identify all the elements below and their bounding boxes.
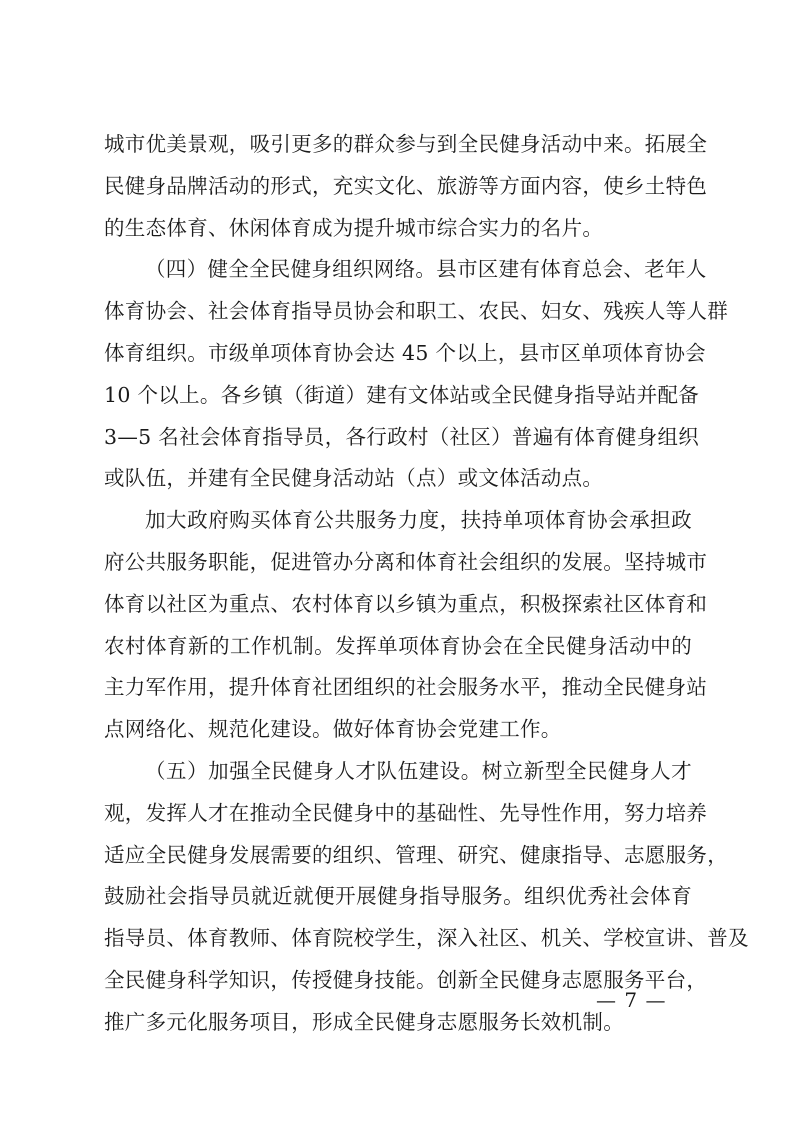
- text-line: 体育以社区为重点、农村体育以乡镇为重点，积极探索社区体育和: [104, 591, 708, 616]
- text-line: 鼓励社会指导员就近就便开展健身指导服务。组织优秀社会体育: [104, 884, 692, 909]
- text-line: 指导员、体育教师、体育院校学生，深入社区、机关、学校宣讲、普及: [104, 926, 749, 951]
- section-heading-line: （四）健全全民健身组织网络。县市区建有体育总会、老年人: [145, 257, 707, 282]
- body-text: [104, 124, 749, 1044]
- text-line: 农村体育新的工作机制。发挥单项体育协会在全民健身活动中的: [104, 633, 692, 658]
- text-line: 民健身品牌活动的形式，充实文化、旅游等方面内容，使乡土特色: [104, 173, 708, 198]
- section-heading-line: （五）加强全民健身人才队伍建设。树立新型全民健身人才: [145, 758, 692, 783]
- text-line: 府公共服务职能，促进管办分离和体育社会组织的发展。坚持城市: [104, 549, 708, 574]
- text-line: 10 个以上。各乡镇（街道）建有文体站或全民健身指导站并配备: [104, 382, 700, 407]
- text-line: 主力军作用，提升体育社团组织的社会服务水平，推动全民健身站: [104, 675, 708, 700]
- text-line: 城市优美景观，吸引更多的群众参与到全民健身活动中来。拓展全: [104, 132, 708, 156]
- text-line: 全民健身科学知识，传授健身技能。创新全民健身志愿服务平台，: [104, 967, 708, 992]
- text-line: 点网络化、规范化建设。做好体育协会党建工作。: [104, 717, 562, 742]
- text-line: 3—5 名社会体育指导员，各行政村（社区）普遍有体育健身组织: [104, 424, 700, 449]
- text-line: 的生态体育、休闲体育成为提升城市综合实力的名片。: [104, 215, 604, 240]
- page-number: — 7 —: [596, 988, 667, 1012]
- text-line: 体育组织。市级单项体育协会达 45 个以上，县市区单项体育协会: [104, 340, 706, 365]
- text-line: 推广多元化服务项目，形成全民健身志愿服务长效机制。: [104, 1009, 624, 1034]
- text-line: 适应全民健身发展需要的组织、管理、研究、健康指导、志愿服务，: [104, 842, 728, 867]
- paragraph-first-line: 加大政府购买体育公共服务力度，扶持单项体育协会承担政: [145, 508, 692, 533]
- text-line: 或队伍，并建有全民健身活动站（点）或文体活动点。: [104, 466, 604, 491]
- text-line: 体育协会、社会体育指导员协会和职工、农民、妇女、残疾人等人群: [104, 299, 728, 324]
- text-line: 观，发挥人才在推动全民健身中的基础性、先导性作用，努力培养: [104, 800, 708, 825]
